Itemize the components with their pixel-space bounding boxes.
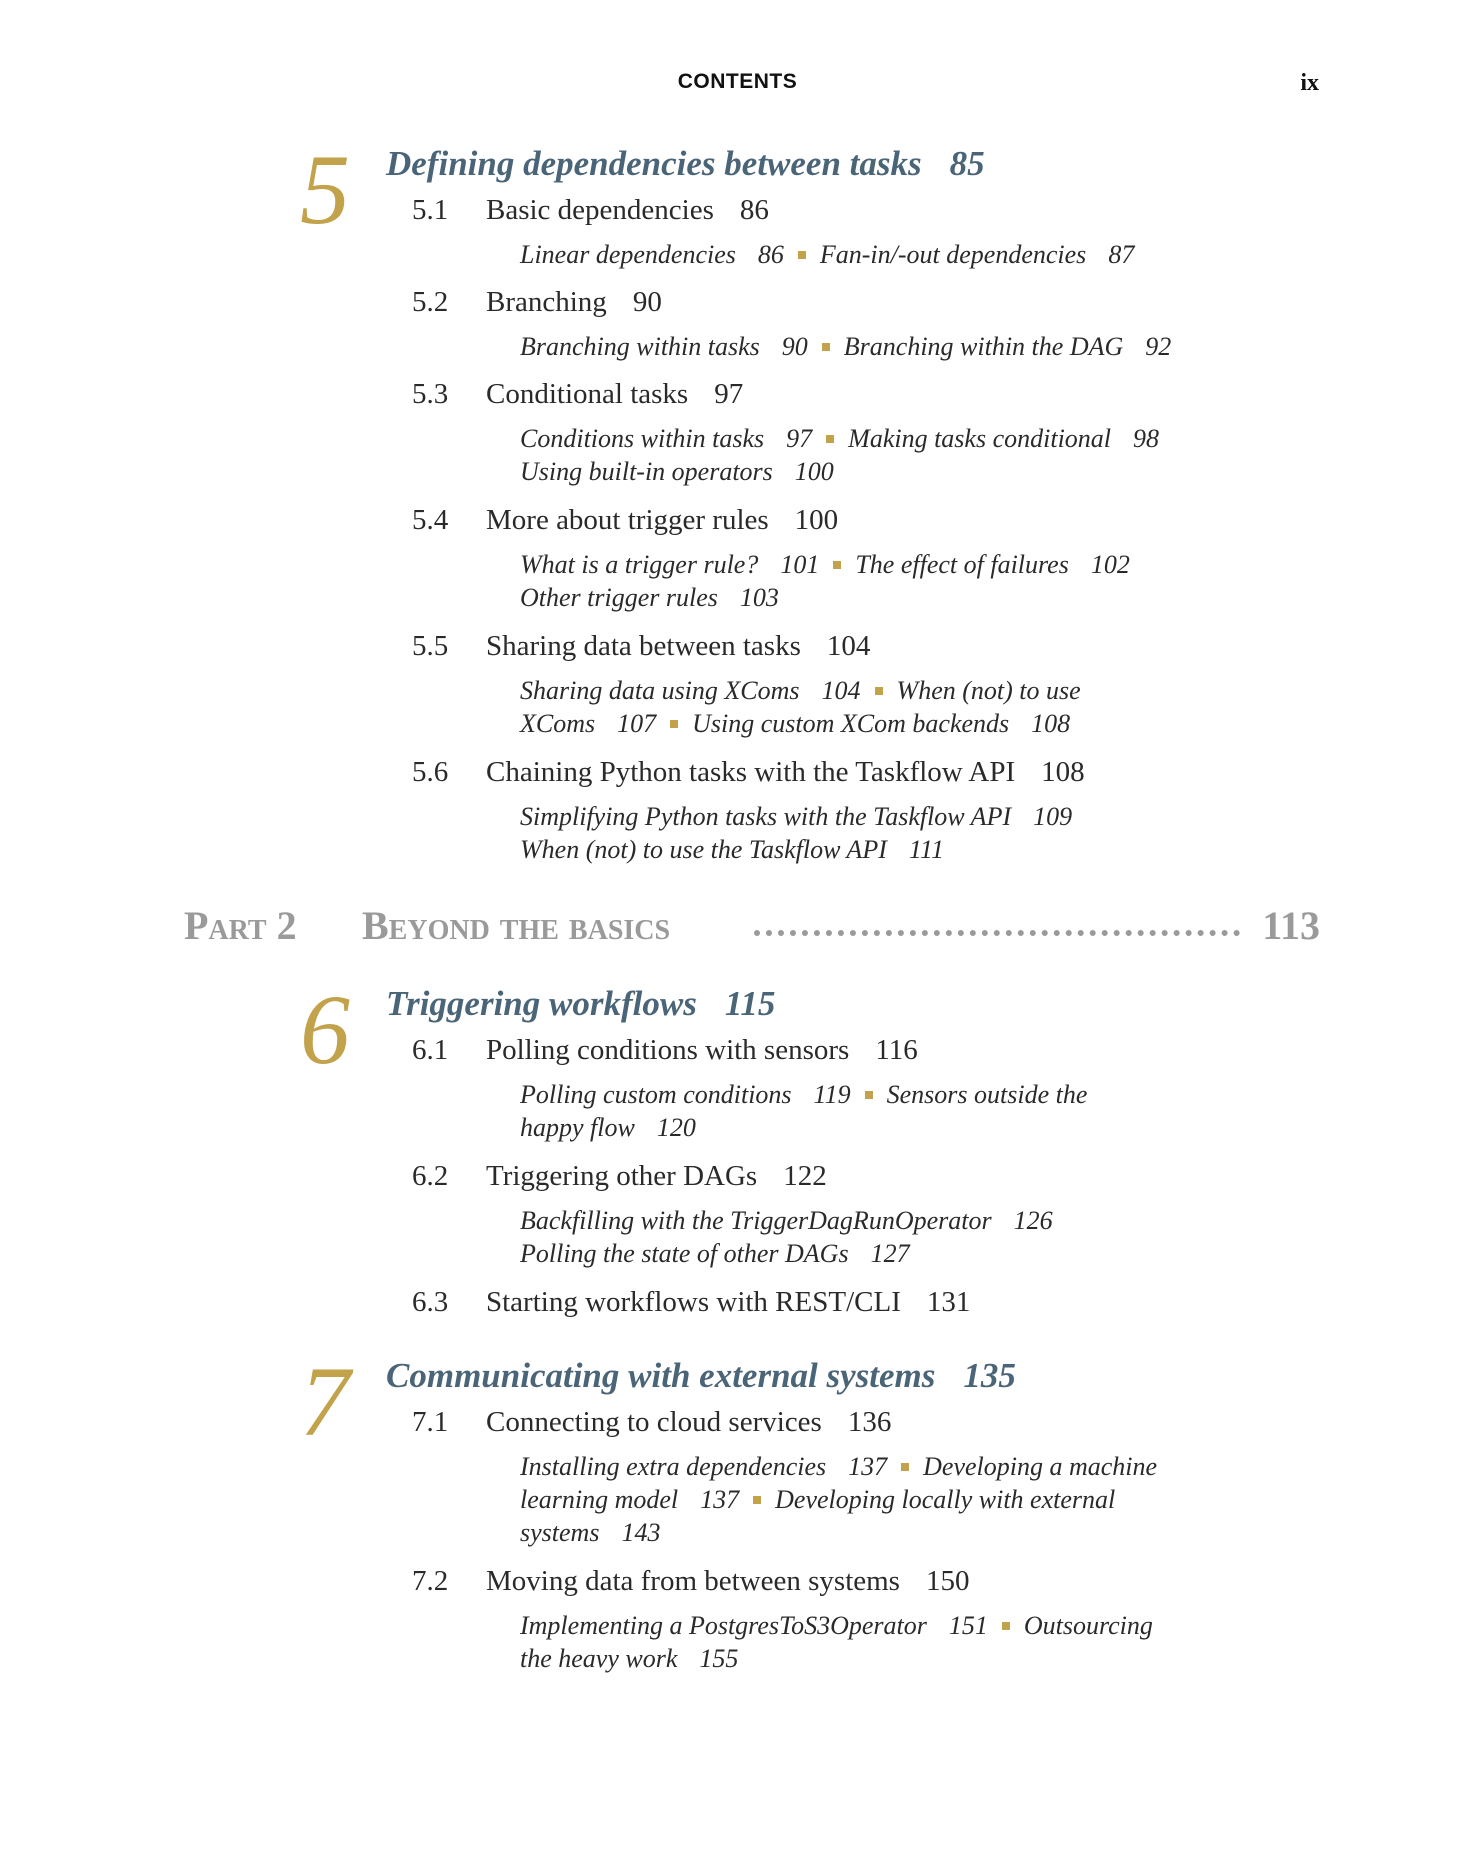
subsection-title[interactable]: Using custom XCom backends [692, 709, 1010, 738]
subsection-title[interactable]: Developing locally with external [775, 1485, 1116, 1514]
subsection-line [520, 1204, 1053, 1237]
subsection-title[interactable]: XComs [520, 709, 596, 738]
subsection-page: 92 [1145, 332, 1172, 361]
section-page: 90 [632, 286, 662, 318]
section-page: 136 [847, 1406, 892, 1438]
chapter-number: 5 [300, 134, 350, 245]
section-number: 5.1 [412, 194, 449, 226]
bullet-separator [798, 251, 806, 259]
part-title: Beyond the basics [362, 903, 671, 948]
bullet-separator [833, 561, 841, 569]
subsection-page: 151 [948, 1611, 988, 1640]
subsection-title[interactable]: systems [520, 1518, 600, 1547]
subsection-line [520, 1237, 910, 1270]
section-title: Starting workflows with REST/CLI [486, 1286, 901, 1318]
subsection-title[interactable]: Using built-in operators [520, 457, 773, 486]
subsection-page: 97 [786, 424, 813, 453]
section-page: 116 [875, 1034, 918, 1066]
bullet-separator [901, 1463, 909, 1471]
header-title: CONTENTS [677, 70, 798, 93]
section-title: Branching [486, 286, 607, 318]
subsection-line [520, 674, 1081, 707]
subsection-title[interactable]: The effect of failures [855, 550, 1069, 579]
section-5-4[interactable] [412, 502, 838, 538]
subsection-page: 87 [1108, 240, 1135, 269]
section-5-2[interactable] [412, 284, 662, 320]
subsection-page: 103 [739, 583, 779, 612]
subsection-line [520, 800, 1072, 833]
section-5-1[interactable] [412, 192, 769, 228]
section-title: Basic dependencies [486, 194, 714, 226]
subsection-line [520, 1483, 1115, 1516]
subsection-title[interactable]: Other trigger rules [520, 583, 718, 612]
subsection-line [520, 1111, 696, 1144]
subsection-title[interactable]: When (not) to use [896, 676, 1081, 705]
subsection-title[interactable]: Polling custom conditions [520, 1080, 792, 1109]
subsection-title[interactable]: Outsourcing [1023, 1611, 1153, 1640]
section-number: 6.1 [412, 1034, 449, 1066]
section-6-3[interactable] [412, 1284, 970, 1320]
chapter-title: Communicating with external systems [386, 1356, 936, 1395]
chapter-page: 135 [963, 1356, 1016, 1395]
subsection-line [520, 581, 779, 614]
chapter-title-link[interactable] [386, 1354, 1016, 1398]
subsection-line [520, 1642, 738, 1675]
subsection-line [520, 833, 944, 866]
subsection-title[interactable]: Conditions within tasks [520, 424, 765, 453]
subsection-line [520, 422, 1159, 455]
subsection-line [520, 330, 1171, 363]
section-page: 122 [783, 1160, 827, 1192]
section-page: 108 [1041, 756, 1085, 788]
chapter-title: Triggering workflows [386, 984, 697, 1023]
section-7-2[interactable] [412, 1563, 969, 1599]
subsection-title[interactable]: learning model [520, 1485, 679, 1514]
dot-leader [754, 930, 1240, 936]
subsection-page: 126 [1013, 1206, 1053, 1235]
subsection-page: 137 [700, 1485, 740, 1514]
subsection-line [520, 1609, 1153, 1642]
section-title: Sharing data between tasks [486, 630, 801, 662]
section-title: More about trigger rules [486, 504, 769, 536]
section-6-1[interactable] [412, 1032, 918, 1068]
subsection-title[interactable]: Fan-in/-out dependencies [819, 240, 1087, 269]
page-number: ix [1300, 70, 1319, 96]
bullet-separator [670, 720, 678, 728]
section-title: Moving data from between systems [486, 1565, 900, 1597]
subsection-title[interactable]: Installing extra dependencies [520, 1452, 827, 1481]
section-number: 5.6 [412, 756, 449, 788]
subsection-page: 143 [621, 1518, 661, 1547]
part-label: Part 2 [184, 903, 297, 948]
section-5-3[interactable] [412, 376, 743, 412]
subsection-line [520, 1450, 1157, 1483]
chapter-page: 115 [724, 984, 776, 1023]
section-page: 104 [826, 630, 871, 662]
subsection-title[interactable]: Backfilling with the TriggerDagRunOperator [520, 1206, 992, 1235]
subsection-line [520, 455, 834, 488]
subsection-title[interactable]: happy flow [520, 1113, 635, 1142]
bullet-separator [753, 1496, 761, 1504]
chapter-title-link[interactable] [386, 142, 985, 186]
section-title: Connecting to cloud services [486, 1406, 822, 1438]
subsection-page: 109 [1033, 802, 1073, 831]
section-number: 7.1 [412, 1406, 449, 1438]
subsection-title[interactable]: Making tasks conditional [848, 424, 1112, 453]
section-number: 5.5 [412, 630, 449, 662]
subsection-title[interactable]: Linear dependencies [520, 240, 736, 269]
subsection-title[interactable]: Simplifying Python tasks with the Taskflow API [520, 802, 1012, 831]
subsection-title[interactable]: When (not) to use the Taskflow API [520, 835, 887, 864]
subsection-title[interactable]: Branching within tasks [520, 332, 760, 361]
subsection-page: 86 [757, 240, 784, 269]
section-page: 150 [925, 1565, 970, 1597]
subsection-page: 108 [1031, 709, 1071, 738]
section-5-5[interactable] [412, 628, 870, 664]
bullet-separator [865, 1091, 873, 1099]
subsection-title[interactable]: Polling the state of other DAGs [520, 1239, 849, 1268]
subsection-page: 107 [617, 709, 657, 738]
section-number: 7.2 [412, 1565, 449, 1597]
subsection-page: 104 [821, 676, 861, 705]
bullet-separator [822, 343, 830, 351]
section-title: Polling conditions with sensors [486, 1034, 850, 1066]
chapter-title: Defining dependencies between tasks [386, 144, 922, 183]
chapter-number: 7 [300, 1346, 350, 1457]
subsection-title[interactable]: What is a trigger rule? [520, 550, 759, 579]
subsection-title[interactable]: Developing a machine [923, 1452, 1158, 1481]
section-number: 6.3 [412, 1286, 449, 1318]
subsection-page: 120 [656, 1113, 696, 1142]
section-title: Chaining Python tasks with the Taskflow API [486, 756, 1016, 788]
bullet-separator [826, 435, 834, 443]
subsection-line [520, 707, 1070, 740]
part-heading[interactable] [184, 902, 1320, 952]
subsection-page: 137 [848, 1452, 888, 1481]
subsection-title[interactable]: Branching within the DAG [843, 332, 1124, 361]
subsection-line [520, 1078, 1087, 1111]
section-page: 100 [794, 504, 839, 536]
section-number: 5.3 [412, 378, 449, 410]
part-page: 113 [1262, 903, 1320, 948]
chapter-number: 6 [300, 974, 350, 1085]
section-7-1[interactable] [412, 1404, 891, 1440]
subsection-title[interactable]: the heavy work [520, 1644, 678, 1673]
subsection-page: 119 [813, 1080, 851, 1109]
section-page: 131 [926, 1286, 971, 1318]
chapter-title-link[interactable] [386, 982, 775, 1026]
section-title: Triggering other DAGs [486, 1160, 758, 1192]
section-title: Conditional tasks [486, 378, 689, 410]
subsection-title[interactable]: Implementing a PostgresToS3Operator [520, 1611, 927, 1640]
subsection-line [520, 1516, 660, 1549]
subsection-title[interactable]: Sharing data using XComs [520, 676, 800, 705]
bullet-separator [875, 687, 883, 695]
section-number: 5.2 [412, 286, 449, 318]
subsection-line [520, 548, 1130, 581]
subsection-page: 155 [699, 1644, 739, 1673]
subsection-page: 127 [870, 1239, 910, 1268]
section-number: 5.4 [412, 504, 449, 536]
subsection-line [520, 238, 1134, 271]
section-page: 86 [739, 194, 769, 226]
chapter-page: 85 [949, 144, 985, 183]
subsection-page: 101 [780, 550, 820, 579]
bullet-separator [1002, 1622, 1010, 1630]
subsection-page: 98 [1133, 424, 1160, 453]
section-number: 6.2 [412, 1160, 449, 1192]
section-5-6[interactable] [412, 754, 1085, 790]
section-6-2[interactable] [412, 1158, 827, 1194]
subsection-page: 102 [1090, 550, 1130, 579]
subsection-page: 90 [781, 332, 808, 361]
subsection-title[interactable]: Sensors outside the [886, 1080, 1088, 1109]
subsection-page: 111 [908, 835, 944, 864]
section-page: 97 [714, 378, 744, 410]
subsection-page: 100 [794, 457, 834, 486]
